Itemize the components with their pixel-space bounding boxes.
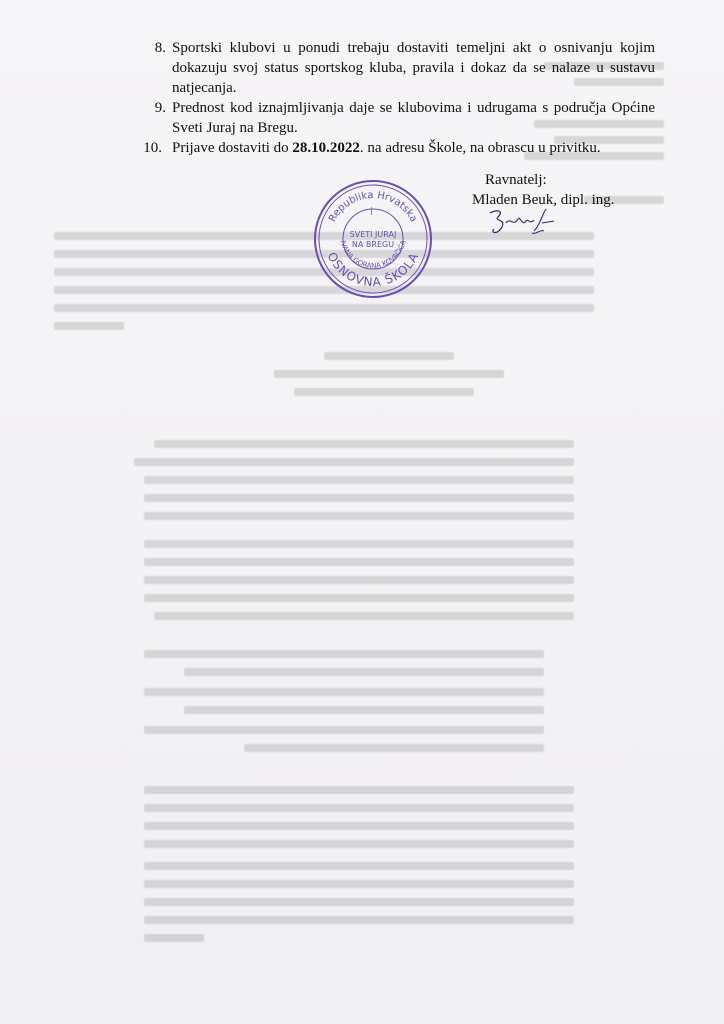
- stamp-inner-ring-text: IVANA GORANA KOVAČIĆA: [338, 239, 408, 271]
- list-item: [150, 38, 655, 98]
- deadline-date: 28.10.2022: [292, 140, 360, 156]
- list-item: [150, 98, 655, 138]
- stamp-top-text: Republika Hrvatska: [327, 189, 419, 225]
- school-stamp: [310, 175, 436, 305]
- stamp-outer-ring-text: OSNOVNA ŠKOLA: [324, 249, 422, 290]
- signatory-role: Ravnatelj:: [485, 172, 547, 188]
- list-item-number: 10.: [143, 140, 162, 156]
- stamp-crest-icon: |: [370, 206, 373, 215]
- numbered-conditions-list: [143, 38, 655, 158]
- list-item-number: 8.: [154, 40, 166, 56]
- list-item-number: 9.: [154, 100, 166, 116]
- signatory-name: Mladen Beuk, dipl. ing.: [472, 192, 615, 208]
- stamp-center-line-1: SVETI JURAJ: [349, 230, 397, 239]
- list-item-text: [172, 140, 601, 156]
- stamp-center-line-2: NA BREGU: [351, 240, 395, 249]
- list-item-text: Sportski klubovi u ponudi trebaju dostaviti temeljni akt o osnivanju kojim dokazuju svoj status sportskog kluba, pravila i dokaz da se nalaze u sustavu natjecanja.: [172, 40, 655, 96]
- deadline-text-after: . na adresu Škole, na obrascu u privitku.: [359, 140, 601, 156]
- signature-block: [472, 170, 615, 210]
- list-item-text: Prednost kod iznajmljivanja daje se klubovima i udrugama s područja Općine Sveti Juraj na Bregu.: [172, 100, 655, 136]
- list-item: [143, 138, 655, 158]
- handwritten-signature: [484, 205, 564, 239]
- deadline-text-before: Prijave dostaviti do: [172, 140, 293, 156]
